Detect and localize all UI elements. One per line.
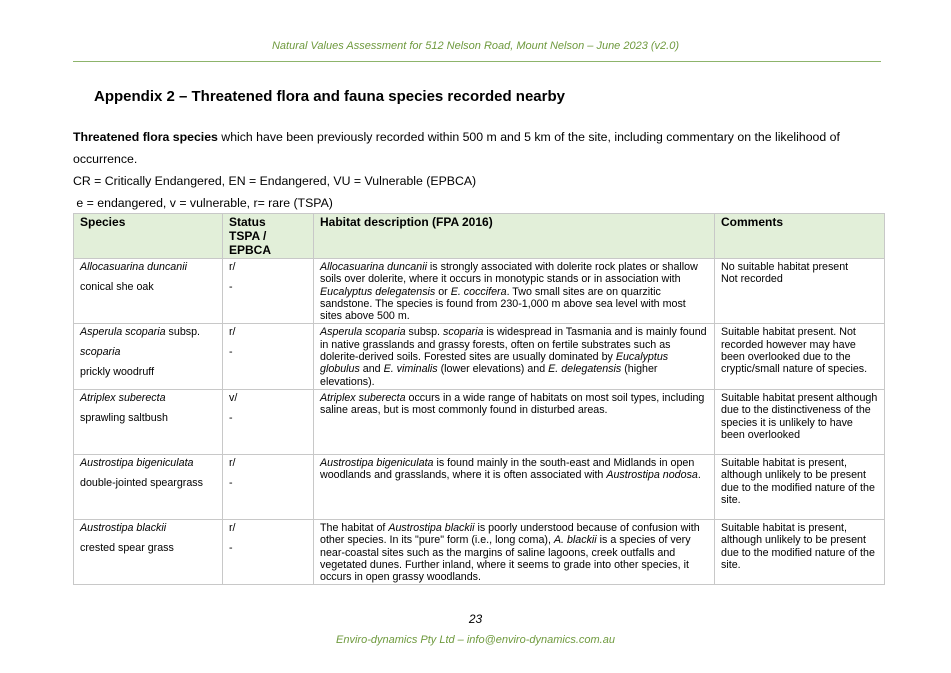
habitat-text: and <box>359 363 384 376</box>
habitat-text: is widespread in Tasmania and is mainly found in native grasslands and grassy forests, often on fertile substrates such as dolerite-derived soils. Forested sites are usually dominated by <box>320 326 707 364</box>
intro-rest: which have been previously recorded within 500 m and 5 km of the site, including commentary on the likelihood of occurrence. <box>73 130 840 166</box>
comment-text: Suitable habitat present. Not recorded however may have been overlooked due to the cryptic/small nature of species. <box>721 326 868 376</box>
species-cell <box>74 324 223 389</box>
intro-bold: Threatened flora species <box>73 130 218 144</box>
running-footer: Enviro-dynamics Pty Ltd – info@enviro-dynamics.com.au <box>336 634 615 646</box>
epbca-status: - <box>229 541 233 554</box>
habitat-cell <box>314 389 715 454</box>
comment-text: Suitable habitat is present, although unlikely to be present due to the modified nature of the site. <box>721 521 875 571</box>
intro-text <box>73 126 883 214</box>
habitat-cell <box>314 519 715 584</box>
table-row <box>74 389 885 454</box>
habitat-cell <box>314 324 715 389</box>
tspa-status: r/ <box>229 456 236 469</box>
comments-cell <box>715 454 885 519</box>
subspecies-label: subsp. <box>165 326 201 339</box>
status-cell <box>223 454 314 519</box>
habitat-text: is strongly associated with dolerite rock plates or shallow soils over dolerite, where it occurs in monotypic stands or in association with <box>320 261 698 286</box>
header-species: Species <box>74 214 223 259</box>
subspecies-name: scoparia <box>80 346 121 359</box>
habitat-text: (higher elevations). <box>320 363 658 388</box>
species-cell <box>74 519 223 584</box>
status-cell <box>223 259 314 324</box>
habitat-text: Asperula scoparia <box>320 326 406 339</box>
comment-text: Suitable habitat present although due to the distinctiveness of the species it is unlikely to have been overlooked <box>721 391 878 441</box>
table-row <box>74 454 885 519</box>
habitat-text: occurs in a wide range of habitats on most soil types, including saline areas, but is most commonly found in disturbed areas. <box>320 391 705 417</box>
habitat-text: scoparia <box>443 326 484 339</box>
habitat-text: Austrostipa nodosa <box>606 469 698 482</box>
species-cell <box>74 389 223 454</box>
scientific-name: Allocasuarina duncanii <box>80 261 187 273</box>
species-cell <box>74 259 223 324</box>
status-cell <box>223 324 314 389</box>
comments-cell <box>715 259 885 324</box>
habitat-text: Eucalyptus delegatensis <box>320 285 436 298</box>
habitat-text: . Two small sites are on quarzitic sandstone. The species is found from 230-1,000 m above sea level with most sites above 500 m. <box>320 285 686 323</box>
tspa-status: r/ <box>229 261 236 273</box>
common-name: sprawling saltbush <box>80 411 168 424</box>
running-header: Natural Values Assessment for 512 Nelson Road, Mount Nelson – June 2023 (v2.0) <box>271 40 680 52</box>
common-name: conical she oak <box>80 281 154 293</box>
epbca-status: - <box>229 346 233 359</box>
common-name: double-jointed speargrass <box>80 476 203 489</box>
tspa-status: r/ <box>229 521 236 534</box>
comment-text: Suitable habitat is present, although unlikely to be present due to the modified nature of the site. <box>721 456 875 506</box>
legend-tspa: e = endangered, v = vulnerable, r= rare (TSPA) <box>76 196 333 210</box>
habitat-cell <box>314 259 715 324</box>
habitat-text: is a species of very near-coastal sites such as the margins of saline lagoons, creek outfalls and vegetated dunes. Further inland, where it seems to grade into other species, it occurs in open grassy woodlands. <box>320 534 691 584</box>
habitat-text: E. coccifera <box>450 285 507 298</box>
tspa-status: r/ <box>229 326 236 339</box>
scientific-name: Atriplex suberecta <box>80 391 166 404</box>
comment-text: No suitable habitat present <box>721 261 849 273</box>
habitat-text: (lower elevations) and <box>437 363 549 376</box>
habitat-text: Allocasuarina duncanii <box>320 261 427 273</box>
habitat-text: . <box>697 469 701 482</box>
scientific-name: Austrostipa bigeniculata <box>80 456 194 469</box>
table-row <box>74 519 885 584</box>
tspa-status: v/ <box>229 391 238 404</box>
scientific-name: Austrostipa blackii <box>80 521 167 534</box>
table-body <box>74 259 885 585</box>
common-name: crested spear grass <box>80 541 174 554</box>
habitat-text: is poorly understood because of confusion with other species. In its "pure" form (i.e., long coma), <box>320 521 700 547</box>
table-row <box>74 324 885 389</box>
habitat-text: E. viminalis <box>383 363 438 376</box>
habitat-text: Austrostipa blackii <box>388 521 475 534</box>
habitat-text: Austrostipa bigeniculata <box>320 456 434 469</box>
epbca-status: - <box>229 411 233 424</box>
epbca-status: - <box>229 281 233 293</box>
status-cell <box>223 519 314 584</box>
habitat-text: or <box>435 285 451 298</box>
flora-table <box>73 213 885 585</box>
header-habitat: Habitat description (FPA 2016) <box>314 214 715 259</box>
comments-cell <box>715 519 885 584</box>
page-number: 23 <box>468 612 483 626</box>
legend-epbca: CR = Critically Endangered, EN = Endangered, VU = Vulnerable (EPBCA) <box>73 174 477 188</box>
scientific-name: Asperula scoparia <box>80 326 166 339</box>
epbca-status: - <box>229 476 233 489</box>
habitat-cell <box>314 454 715 519</box>
header-status: Status TSPA / EPBCA <box>223 214 314 259</box>
table-header-row <box>74 214 885 259</box>
species-cell <box>74 454 223 519</box>
page-title: Appendix 2 – Threatened flora and fauna species recorded nearby <box>94 88 565 105</box>
habitat-text: E. delegatensis <box>548 363 622 376</box>
table-row <box>74 259 885 324</box>
header-comments: Comments <box>715 214 885 259</box>
habitat-text: subsp. <box>405 326 443 339</box>
habitat-text: Eucalyptus globulus <box>320 351 669 376</box>
common-name: prickly woodruff <box>80 366 155 379</box>
header-divider <box>73 61 881 62</box>
comments-cell <box>715 324 885 389</box>
intro-paragraph <box>73 126 883 170</box>
comment-text: Not recorded <box>721 273 783 286</box>
habitat-text: is found mainly in the south-east and Midlands in open woodlands and grasslands, where it is often associated with <box>320 456 695 482</box>
habitat-text: A. blackii <box>553 534 597 547</box>
status-cell <box>223 389 314 454</box>
habitat-text: The habitat of <box>320 521 389 534</box>
habitat-text: Atriplex suberecta <box>320 391 406 404</box>
comments-cell <box>715 389 885 454</box>
